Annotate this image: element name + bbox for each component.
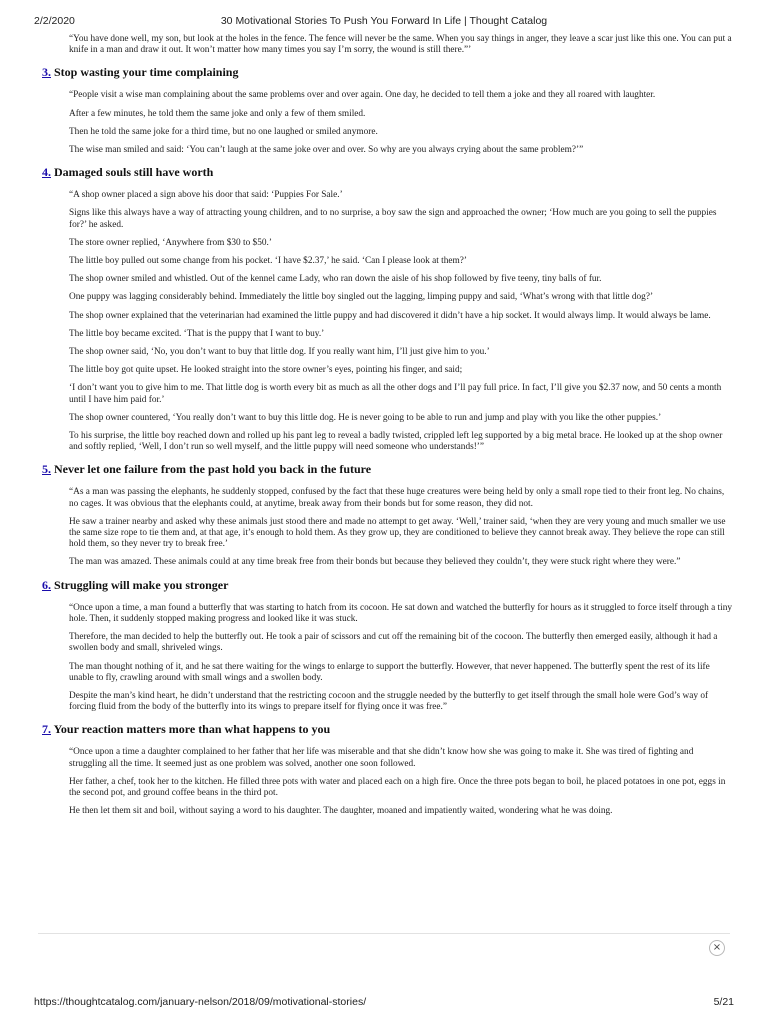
article-paragraph: The shop owner countered, ‘You really don’t want to buy this little dog. He is never going to be able to run and jump and play with you like the other puppies.’ [69,412,662,423]
article-paragraph: One puppy was lagging considerably behind. Immediately the little boy singled out the lagging, limping puppy and said, ‘What’s wrong with that little dog?’ [69,292,654,303]
article-paragraph: “You have done well, my son, but look at the holes in the fence. The fence will never be the same. When you say things in anger, they leave a scar just like this one. You can put a knife in a man and draw it out. It won’t matter how many times you say I’m sorry, the wound is still there.”’ [69,34,732,56]
section-heading [42,165,732,180]
section-title: Stop wasting your time complaining [54,65,239,80]
article-body [42,34,732,932]
ad-divider [38,933,730,934]
document-title: 30 Motivational Stories To Push You Forward In Life | Thought Catalog [220,15,548,27]
article-paragraph: The store owner replied, ‘Anywhere from $30 to $50.’ [69,237,272,248]
article-paragraph: Despite the man’s kind heart, he didn’t understand that the restricting cocoon and the struggle needed by the butterfly to get itself through the small hole were God’s way of forcing fluid from the body of the butterfly into its wings to prepare itself for flying once it was free.” [69,690,709,713]
section-title: Your reaction matters more than what happens to you [53,722,331,737]
print-footer [34,996,734,1010]
page-number: 5/21 [713,996,734,1008]
section-title: Never let one failure from the past hold you back in the future [54,462,372,477]
section-heading [42,578,732,593]
section-heading [42,462,732,477]
close-icon: × [712,942,722,953]
section-number-link[interactable]: 6. [42,577,51,592]
article-paragraph: ‘I don’t want you to give him to me. That little dog is worth every bit as much as all the other dogs and I’ll pay full price. In fact, I’ll give you $2.37 now, and 50 cents a month until I have him paid for.’ [69,383,722,405]
article-paragraph: After a few minutes, he told them the same joke and only a few of them smiled. [69,108,366,119]
section-heading [42,722,732,737]
print-date: 2/2/2020 [34,15,75,27]
article-paragraph: The little boy pulled out some change from his pocket. ‘I have $2.37,’ he said. ‘Can I please look at them?’ [69,256,467,267]
article-paragraph: The man thought nothing of it, and he sat there waiting for the wings to enlarge to support the butterfly. However, that never happened. The butterfly spent the rest of its life unable to fly, crawling around with small wings and a swollen body. [69,661,710,683]
close-button[interactable] [709,940,725,956]
section-number-link[interactable]: 3. [42,65,51,80]
article-paragraph: Her father, a chef, took her to the kitchen. He filled three pots with water and placed each on a high fire. Once the three pots began to boil, he placed potatoes in one pot, eggs in the second pot, and ground coffee beans in the third pot. [69,776,726,798]
article-paragraph: Signs like this always have a way of attracting young children, and to no surprise, a boy saw the sign and approached the owner; ‘How much are you going to sell the puppies for?’ he asked. [69,208,717,230]
print-header [34,15,734,29]
section-number-link[interactable]: 5. [42,462,51,477]
section-title: Struggling will make you stronger [54,577,229,592]
article-paragraph: The shop owner said, ‘No, you don’t want to buy that little dog. If you really want him, I’ll just give him to you.’ [69,347,490,358]
section-title: Damaged souls still have worth [54,165,214,180]
article-paragraph: He then let them sit and boil, without saying a word to his daughter. The daughter, moaned and impatiently waited, wondering what he was doing. [69,806,613,817]
article-paragraph: “As a man was passing the elephants, he suddenly stopped, confused by the fact that these huge creatures were being held by only a small rope tied to their front leg. No chains, no cages. It was obvious that the elephants could, at anytime, break away from their bonds but for some reason, they did not. [69,487,725,509]
article-paragraph: “A shop owner placed a sign above his door that said: ‘Puppies For Sale.’ [69,190,343,201]
article-paragraph: The little boy got quite upset. He looked straight into the store owner’s eyes, pointing his finger, and said; [69,365,463,376]
article-paragraph: “Once upon a time a daughter complained to her father that her life was miserable and that she didn’t know how she was going to make it. She was tired of fighting and struggling all the time. It seemed just as one problem was solved, another one soon followed. [69,747,694,769]
article-paragraph: Therefore, the man decided to help the butterfly out. He took a pair of scissors and cut off the remaining bit of the cocoon. The butterfly then emerged easily, although it had a swollen body and small, shriveled wings. [69,632,718,654]
article-paragraph: He saw a trainer nearby and asked why these animals just stood there and made no attempt to get away. ‘Well,’ trainer said, ‘when they are very young and much smaller we use the same size rope to tie them and, at that age, it’s enough to hold them. As they grow up, they are conditioned to believe they cannot break away. They believe the rope can still hold them, so they never try to break free.’ [69,516,726,550]
article-paragraph: “People visit a wise man complaining about the same problems over and over again. One day, he decided to tell them a joke and they all roared with laughter. [69,90,656,101]
article-paragraph: The wise man smiled and said: ‘You can’t laugh at the same joke over and over. So why are you always crying about the same problem?’” [69,145,584,156]
page-url: https://thoughtcatalog.com/january-nelson/2018/09/motivational-stories/ [34,996,367,1008]
article-paragraph: The little boy became excited. ‘That is the puppy that I want to buy.’ [69,328,325,339]
article-paragraph: To his surprise, the little boy reached down and rolled up his pant leg to reveal a badly twisted, crippled left leg supported by a big metal brace. He looked up at the shop owner and softly replied, ‘Well, I don’t run so well myself, and the little puppy will need someone who understands!’” [69,431,723,453]
section-number-link[interactable]: 7. [42,722,51,737]
article-paragraph: The shop owner explained that the veterinarian had examined the little puppy and had discovered it didn’t have a hip socket. It would always limp. It would always be lame. [69,310,711,321]
article-paragraph: “Once upon a time, a man found a butterfly that was starting to hatch from its cocoon. He sat down and watched the butterfly for hours as it struggled to force itself through a tiny hole. Then, it suddenly stopped making progress and looked like it was stuck. [69,602,732,624]
section-number-link[interactable]: 4. [42,165,51,180]
article-paragraph: The shop owner smiled and whistled. Out of the kennel came Lady, who ran down the aisle of his shop followed by five teeny, tiny balls of fur. [69,274,602,285]
section-heading [42,65,732,80]
article-paragraph: The man was amazed. These animals could at any time break free from their bonds but because they believed they couldn’t, they were stuck right where they were.” [69,557,681,568]
article-paragraph: Then he told the same joke for a third time, but no one laughed or smiled anymore. [69,126,378,137]
